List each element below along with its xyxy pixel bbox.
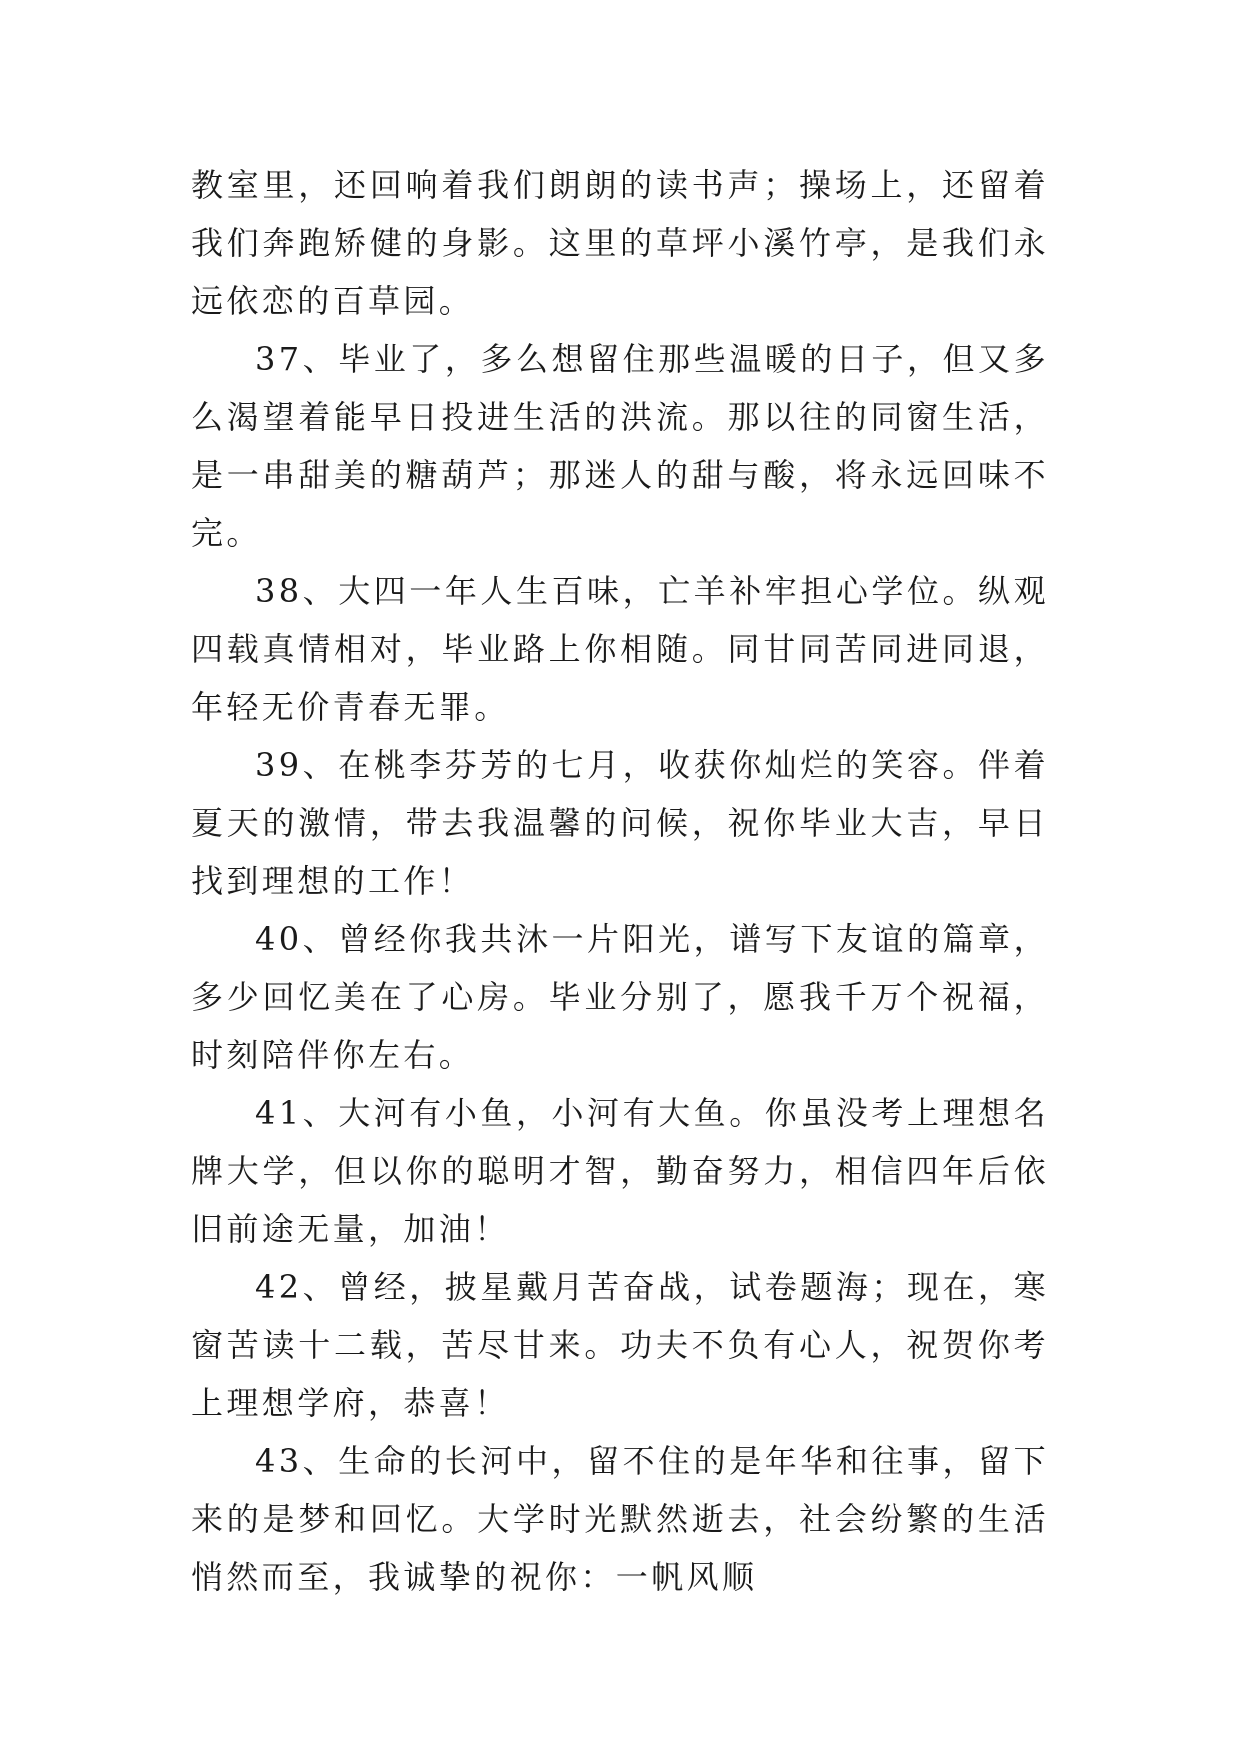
- paragraph-41: 41、大河有小鱼，小河有大鱼。你虽没考上理想名牌大学，但以你的聪明才智，勤奋努力，相信四年后依旧前途无量，加油！: [191, 1094, 1049, 1248]
- paragraph-40: 40、曾经你我共沐一片阳光，谱写下友谊的篇章，多少回忆美在了心房。毕业分别了，愿我千万个祝福，时刻陪伴你左右。: [191, 920, 1049, 1074]
- paragraph-37: 37、毕业了，多么想留住那些温暖的日子，但又多么渴望着能早日投进生活的洪流。那以往的同窗生活，是一串甜美的糖葫芦；那迷人的甜与酸，将永远回味不完。: [191, 340, 1049, 552]
- paragraph-42: 42、曾经，披星戴月苦奋战，试卷题海；现在，寒窗苦读十二载，苦尽甘来。功夫不负有心人，祝贺你考上理想学府，恭喜！: [191, 1268, 1049, 1422]
- paragraph-43: 43、生命的长河中，留不住的是年华和往事，留下来的是梦和回忆。大学时光默然逝去，社会纷繁的生活悄然而至，我诚挚的祝你：一帆风顺: [191, 1442, 1049, 1596]
- paragraph-39: 39、在桃李芬芳的七月，收获你灿烂的笑容。伴着夏天的激情，带去我温馨的问候，祝你毕业大吉，早日找到理想的工作！: [191, 746, 1049, 900]
- document-body: [191, 156, 1049, 1606]
- paragraph-continuation: 教室里，还回响着我们朗朗的读书声；操场上，还留着我们奔跑矫健的身影。这里的草坪小溪竹亭，是我们永远依恋的百草园。: [191, 166, 1049, 320]
- paragraph-38: 38、大四一年人生百味，亡羊补牢担心学位。纵观四载真情相对，毕业路上你相随。同甘同苦同进同退，年轻无价青春无罪。: [191, 572, 1049, 726]
